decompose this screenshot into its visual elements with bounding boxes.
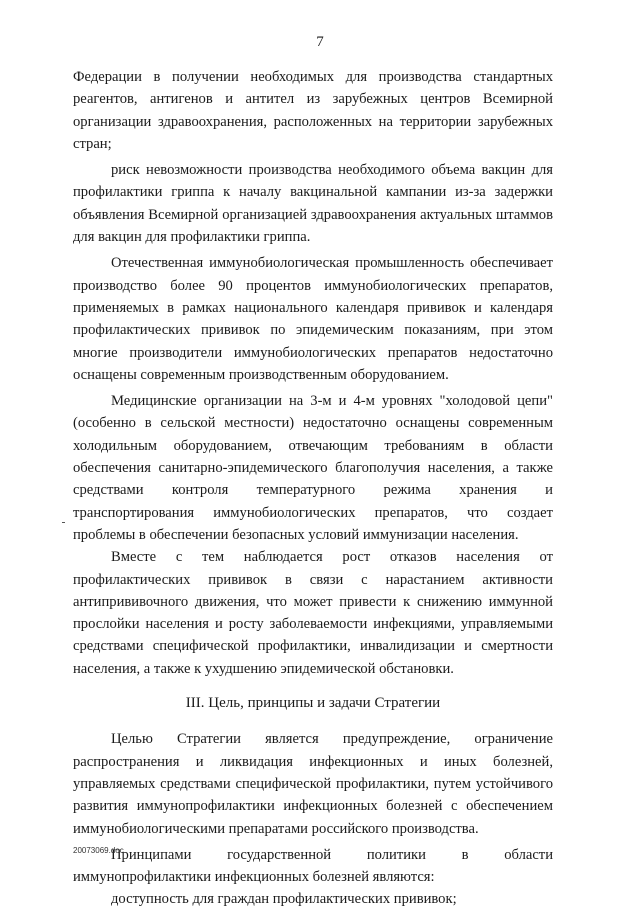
paragraph-cold-chain: Медицинские организации на 3-м и 4-м уровнях "холодовой цепи" (особенно в сельской местности) недостаточно оснащены современным холодильным оборудованием, отвечающим требованиям в области обеспечения санитарно-эпидемического благополучия населения, а также средствами контроля температурного режима хранения и транспортирования иммунобиологических препаратов, что создает проблемы в обеспечении безопасных условий иммунизации населения.: [73, 393, 553, 543]
list-item-accessibility: доступность для граждан профилактических прививок;: [111, 891, 457, 908]
paragraph-risk: риск невозможности производства необходимого объема вакцин для профилактики гриппа к началу вакцинальной кампании из-за задержки объявления Всемирной организацией здравоохранения актуальных штаммов для вакцин для профилактики гриппа.: [73, 162, 553, 246]
document-file-code: 20073069.doc: [73, 846, 124, 855]
paragraph-goal: Целью Стратегии является предупреждение, ограничение распространения и ликвидация инфекционных и иных болезней, управляемых средствами специфической профилактики, путем устойчивого развития иммунопрофилактики инфекционных болезней с обеспечением иммунобиологическими препаратами российского производства.: [73, 731, 553, 837]
paragraph-refusals: Вместе с тем наблюдается рост отказов населения от профилактических прививок в связи с нарастанием активности антипрививочного движения, что может привести к снижению иммунной прослойки населения и росту заболеваемости инфекциями, управляемыми средствами специфической профилактики, инвалидизации и смертности населения, а также к ухудшению эпидемической обстановки.: [73, 549, 553, 677]
margin-mark: [62, 522, 65, 523]
paragraph-principles: Принципами государственной политики в области иммунопрофилактики инфекционных болезней являются:: [73, 846, 553, 886]
section-heading: III. Цель, принципы и задачи Стратегии: [185, 695, 441, 712]
page-number: 7: [316, 34, 324, 50]
paragraph-industry: Отечественная иммунобиологическая промышленность обеспечивает производство более 90 процентов иммунобиологических препаратов, применяемых в рамках национального календаря прививок и календаря профилактических прививок по эпидемическим показаниям, при этом многие производители иммунобиологических препаратов недостаточно оснащены современным производственным оборудованием.: [73, 255, 553, 383]
paragraph-continuation: Федерации в получении необходимых для производства стандартных реагентов, антигенов и антител из зарубежных центров Всемирной организации здравоохранения, расположенных на территории зарубежных стран;: [73, 69, 553, 152]
document-body: [73, 66, 553, 911]
